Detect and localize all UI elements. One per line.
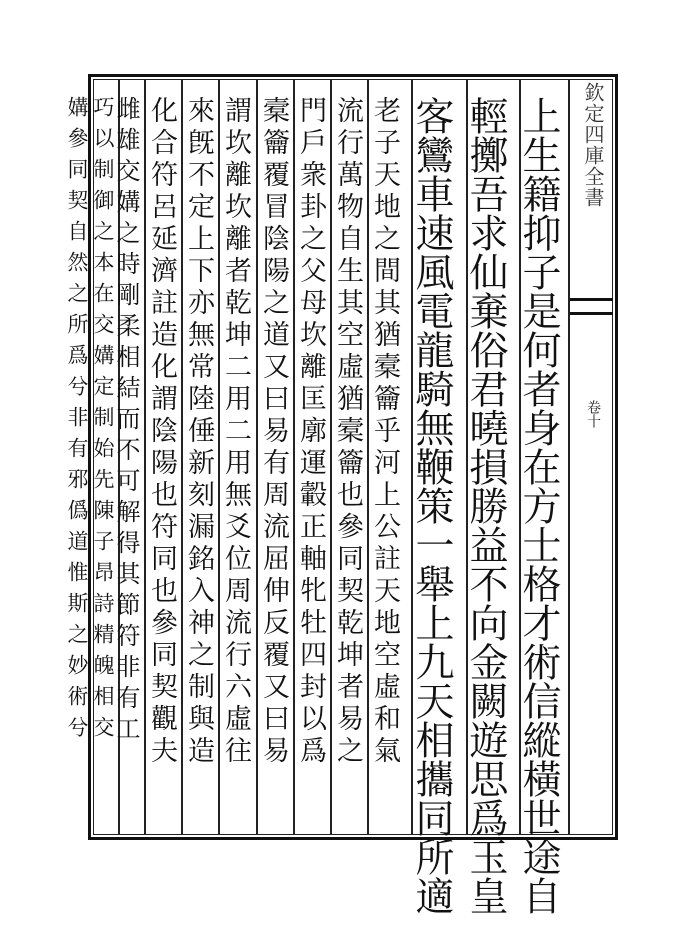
text-column-1: 上生籍抑子是何者身在方士格才術信縱橫世途自: [516, 96, 561, 915]
commentary-column-7: 化合符呂延濟註造化謂陰陽也符同也參同契觀夫: [146, 96, 177, 768]
commentary-column-2: 流行萬物自生其空虛猶槖籥也參同契乾坤者易之: [332, 96, 363, 768]
text-column-3: 客鸞車速風電龍騎無鞭策一舉上九天相攜同所適: [409, 96, 454, 915]
commentary-column-1: 老子天地之間其猶槖籥乎河上公註天地空虛和氣: [369, 96, 400, 768]
column-divider: [568, 79, 570, 835]
commentary-column-3: 門戶衆卦之父母坎離匡廓運轂正軸牝牡四封以爲: [295, 96, 326, 768]
commentary-column-6: 來旣不定上下亦無常陸倕新刻漏銘入神之制與造: [183, 96, 214, 768]
commentary-column-4: 槖籥覆冒陰陽之道又曰易有周流屈伸反覆又曰易: [258, 96, 289, 768]
fishtail-mark-bottom: [568, 312, 613, 315]
commentary-column-8: 雌雄交媾之時剛柔相結而不可解得其節符非有工: [112, 96, 140, 747]
commentary-column-5: 謂坎離坎離者乾坤二用二用無爻位周流行六虛往: [220, 96, 251, 768]
margin-book-title: 欽定四庫全書: [581, 82, 605, 208]
commentary-column-10: 媾參同契自然之所爲兮非有邪僞道惟斯之妙術兮: [65, 96, 89, 747]
margin-juan-label: 卷十: [585, 400, 601, 428]
commentary-column-9: 巧以制御之本在交媾定制始先陳子昂詩精魄相交: [91, 96, 115, 747]
fishtail-mark-top: [568, 298, 613, 301]
text-column-2: 輕擲吾求仙棄俗君曉損勝益不向金闕遊思爲玉皇: [463, 96, 508, 915]
